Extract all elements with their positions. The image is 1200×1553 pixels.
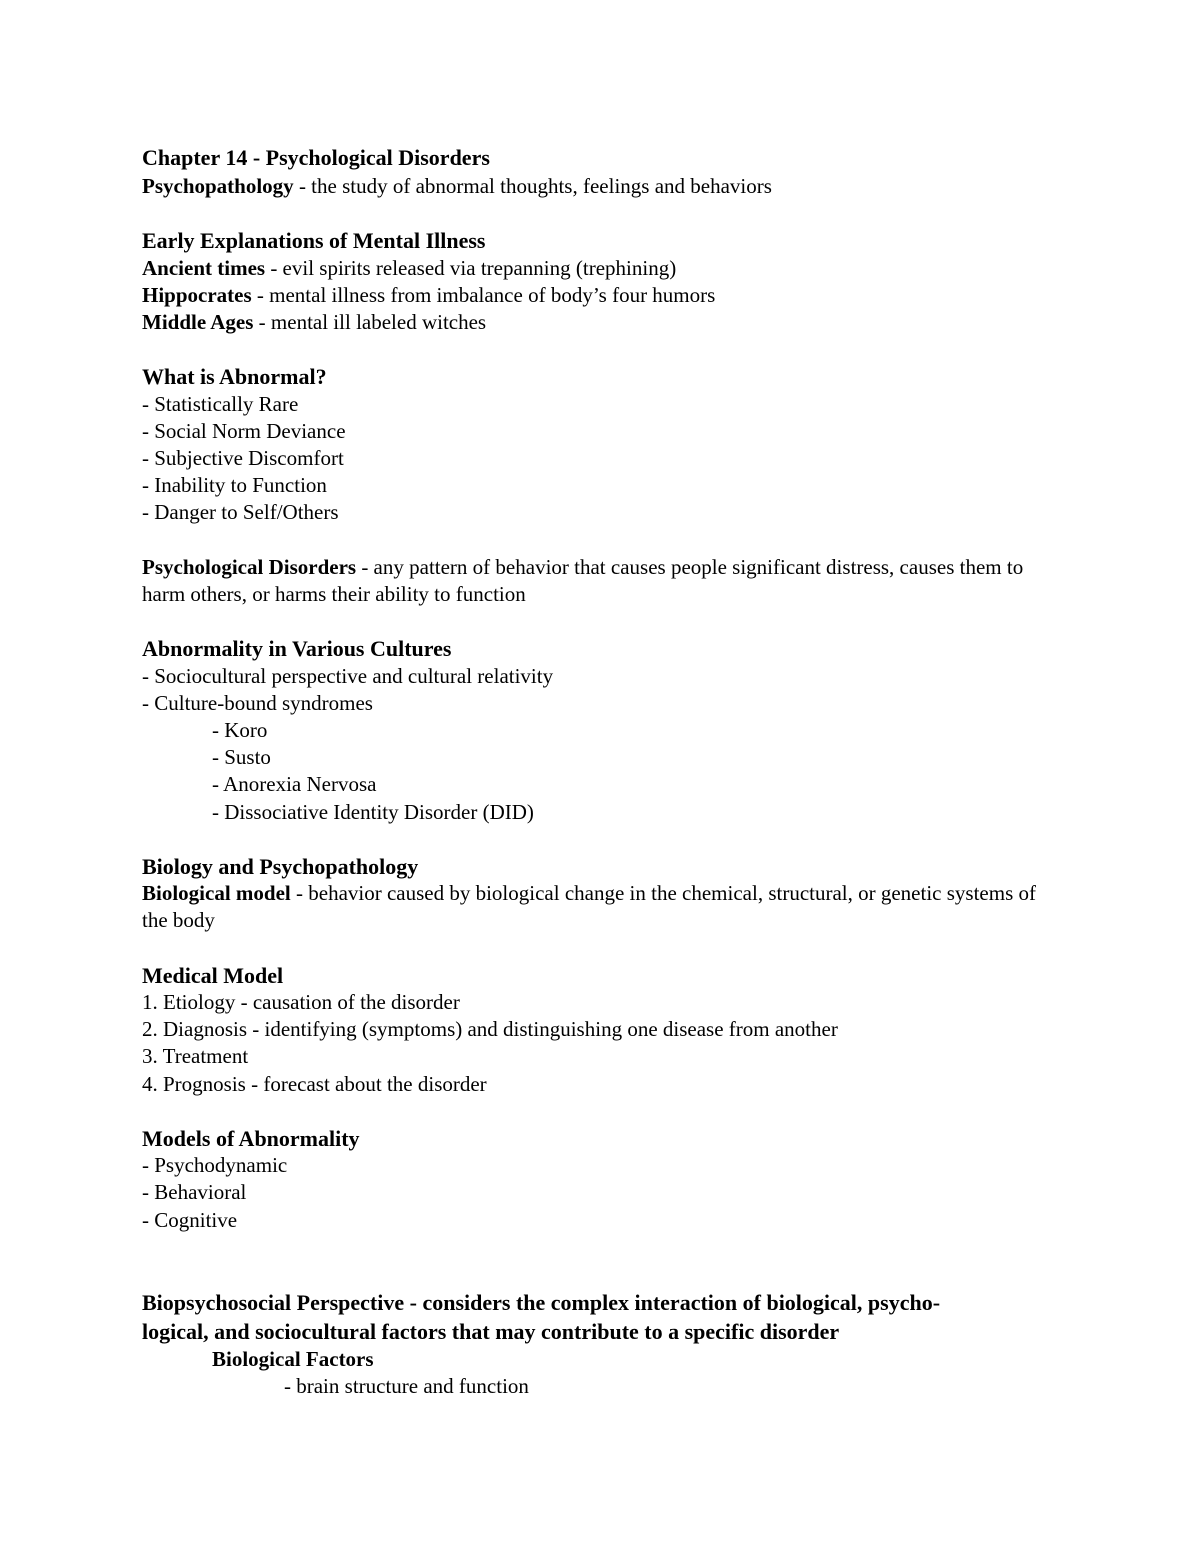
list-item <box>142 309 1062 336</box>
definition-text: - mental ill labeled witches <box>253 310 487 334</box>
page-title: Chapter 14 - Psychological Disorders <box>142 145 490 170</box>
list-item: - Subjective Discomfort <box>142 446 344 470</box>
section-heading-models: Models of Abnormality <box>142 1126 360 1151</box>
list-item <box>142 255 1062 282</box>
document-page <box>142 143 1062 1401</box>
list-item: - Social Norm Deviance <box>142 418 346 443</box>
definition-text: - the study of abnormal thoughts, feelings and behaviors <box>293 174 772 198</box>
list-item: - Psychodynamic <box>142 1153 288 1178</box>
section-heading-medical-model: Medical Model <box>142 962 284 988</box>
sub-list-item: - Anorexia Nervosa <box>212 772 377 797</box>
term-label: Psychological Disorders <box>142 554 357 579</box>
subsection-heading-biological-factors: Biological Factors <box>212 1347 374 1372</box>
term-label: Hippocrates <box>142 282 252 307</box>
definition-text: - mental illness from imbalance of body’s four humors <box>251 282 716 307</box>
section-heading-what-is-abnormal: What is Abnormal? <box>142 364 327 390</box>
list-item <box>142 282 1062 309</box>
definition-psychopathology <box>142 173 1062 200</box>
list-item: - Cognitive <box>142 1207 238 1232</box>
term-label: Psychopathology <box>142 174 294 198</box>
list-item: - Sociocultural perspective and cultural relativity <box>142 663 554 688</box>
term-label: Ancient times <box>142 255 266 280</box>
list-item: - Inability to Function <box>142 473 327 498</box>
list-item: - Danger to Self/Others <box>142 500 339 525</box>
section-heading-early-explanations: Early Explanations of Mental Illness <box>142 228 486 254</box>
definition-psychological-disorders <box>142 554 1062 608</box>
list-item: 2. Diagnosis - identifying (symptoms) and distinguishing one disease from another <box>142 1017 838 1042</box>
sub-list-item: - Koro <box>212 718 268 742</box>
sub-list-item: - Susto <box>212 745 271 770</box>
definition-text: - behavior caused by biological change in the chemical, structural, or genetic systems of the body <box>142 881 1036 933</box>
list-item: - Culture-bound syndromes <box>142 690 373 715</box>
biopsychosocial-line-1: Biopsychosocial Perspective - considers the complex interaction of biological, psycho- <box>142 1290 941 1316</box>
list-item: 3. Treatment <box>142 1044 249 1069</box>
definition-text: - any pattern of behavior that causes people significant distress, causes them to harm others, or harms their ability to function <box>142 554 1024 606</box>
definition-biological-model <box>142 880 1062 934</box>
section-heading-biology: Biology and Psychopathology <box>142 854 419 879</box>
sub-list-item: - brain structure and function <box>284 1374 529 1399</box>
list-item: 4. Prognosis - forecast about the disorder <box>142 1071 487 1096</box>
list-item: - Statistically Rare <box>142 391 299 416</box>
term-label: Biological model <box>142 881 291 906</box>
biopsychosocial-line-2: logical, and sociocultural factors that may contribute to a specific disorder <box>142 1319 840 1345</box>
sub-list-item: - Dissociative Identity Disorder (DID) <box>212 799 534 824</box>
list-item: 1. Etiology - causation of the disorder <box>142 990 460 1014</box>
section-heading-cultures: Abnormality in Various Cultures <box>142 636 452 662</box>
definition-text: - evil spirits released via trepanning (trephining) <box>265 255 677 280</box>
term-label: Middle Ages <box>142 310 254 334</box>
list-item: - Behavioral <box>142 1180 247 1205</box>
